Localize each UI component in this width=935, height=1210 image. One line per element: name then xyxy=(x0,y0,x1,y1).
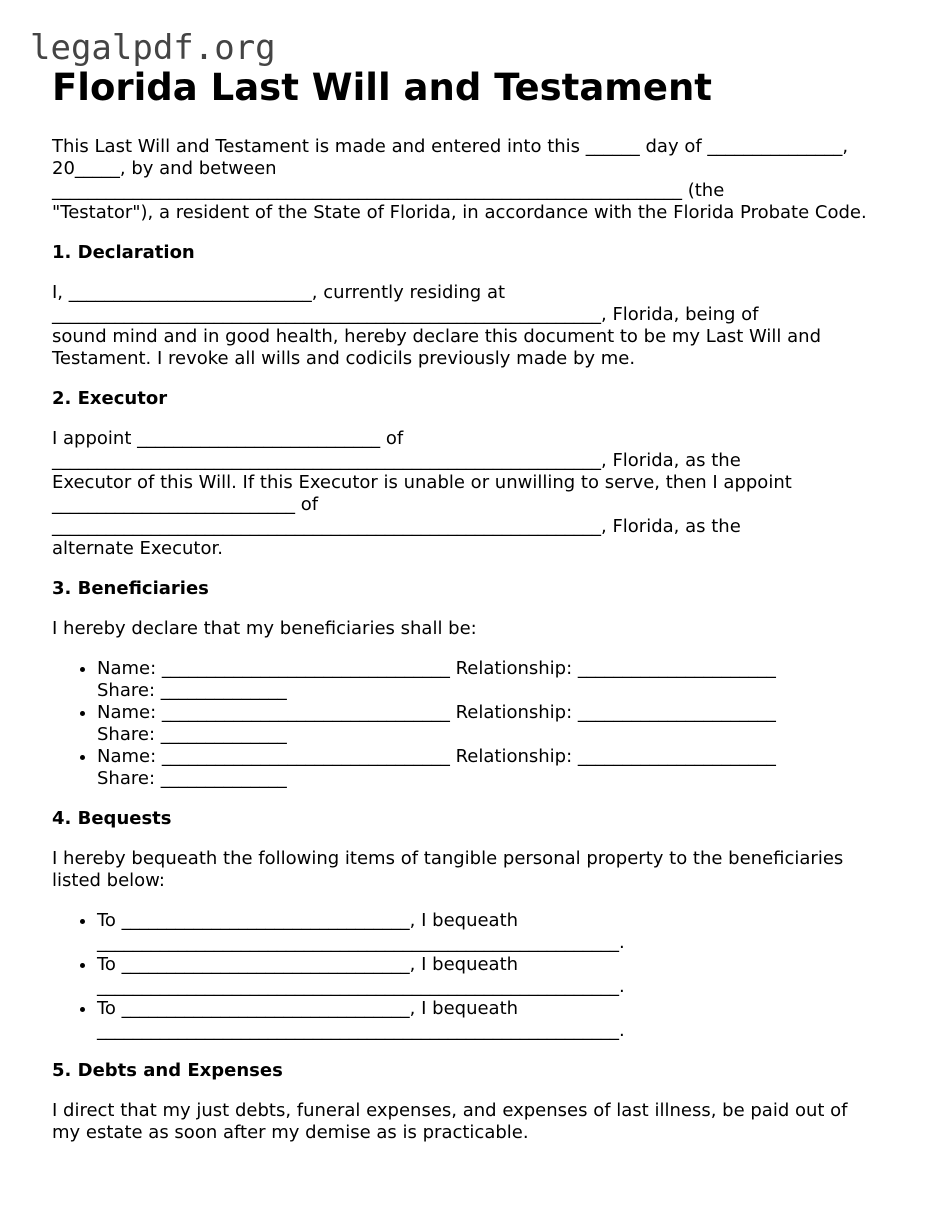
beneficiary-share: Share: ______________ xyxy=(97,680,287,701)
declaration-line: _____________________________________________________________, Florida, being of xyxy=(52,304,759,325)
beneficiary-item xyxy=(97,658,892,702)
beneficiaries-list xyxy=(52,658,892,790)
executor-line: Executor of this Will. If this Executor is unable or unwilling to serve, then I appoint xyxy=(52,472,792,493)
beneficiary-name-relationship: Name: ________________________________ Relationship: ______________________ xyxy=(97,746,776,767)
declaration-line: Testament. I revoke all wills and codicils previously made by me. xyxy=(52,348,636,369)
document-title: Florida Last Will and Testament xyxy=(52,66,712,109)
document-body xyxy=(52,64,892,1144)
beneficiaries-lead: I hereby declare that my beneficiaries shall be: xyxy=(52,618,477,639)
bequest-recipient: To ________________________________, I bequeath xyxy=(97,954,519,975)
executor-line: _____________________________________________________________, Florida, as the xyxy=(52,516,741,537)
bequest-item-description: __________________________________________________________. xyxy=(97,976,625,997)
debts-line: I direct that my just debts, funeral expenses, and expenses of last illness, be paid out of xyxy=(52,1100,848,1121)
declaration-line: sound mind and in good health, hereby declare this document to be my Last Will and xyxy=(52,326,822,347)
beneficiary-share: Share: ______________ xyxy=(97,724,287,745)
bequests-lead-line: I hereby bequeath the following items of tangible personal property to the beneficiaries xyxy=(52,848,844,869)
bequests-lead xyxy=(52,848,892,892)
intro-line: 20_____, by and between xyxy=(52,158,277,179)
bequest-item-description: __________________________________________________________. xyxy=(97,1020,625,1041)
declaration-line: I, ___________________________, currently residing at xyxy=(52,282,506,303)
section-heading-debts: 5. Debts and Expenses xyxy=(52,1060,283,1081)
executor-paragraph xyxy=(52,428,892,560)
bequest-item xyxy=(97,954,892,998)
intro-line: ______________________________________________________________________ (the xyxy=(52,180,725,201)
watermark: legalpdf.org xyxy=(30,28,276,68)
section-heading-bequests: 4. Bequests xyxy=(52,808,172,829)
beneficiary-item xyxy=(97,702,892,746)
debts-paragraph xyxy=(52,1100,892,1144)
section-heading-executor: 2. Executor xyxy=(52,388,168,409)
bequest-recipient: To ________________________________, I bequeath xyxy=(97,910,519,931)
executor-line: _____________________________________________________________, Florida, as the xyxy=(52,450,741,471)
declaration-paragraph xyxy=(52,282,892,370)
debts-line: my estate as soon after my demise as is practicable. xyxy=(52,1122,529,1143)
beneficiary-name-relationship: Name: ________________________________ Relationship: ______________________ xyxy=(97,702,776,723)
section-heading-declaration: 1. Declaration xyxy=(52,242,195,263)
executor-line: I appoint ___________________________ of xyxy=(52,428,404,449)
bequest-recipient: To ________________________________, I bequeath xyxy=(97,998,519,1019)
bequests-lead-line: listed below: xyxy=(52,870,165,891)
intro-line: "Testator"), a resident of the State of Florida, in accordance with the Florida Probate Code. xyxy=(52,202,867,223)
intro-paragraph xyxy=(52,136,892,224)
bequest-item-description: __________________________________________________________. xyxy=(97,932,625,953)
beneficiary-name-relationship: Name: ________________________________ Relationship: ______________________ xyxy=(97,658,776,679)
bequest-item xyxy=(97,910,892,954)
beneficiary-item xyxy=(97,746,892,790)
intro-line: This Last Will and Testament is made and entered into this ______ day of _______________, xyxy=(52,136,849,157)
executor-line: ___________________________ of xyxy=(52,494,319,515)
executor-line: alternate Executor. xyxy=(52,538,223,559)
bequest-item xyxy=(97,998,892,1042)
bequests-list xyxy=(52,910,892,1042)
beneficiary-share: Share: ______________ xyxy=(97,768,287,789)
section-heading-beneficiaries: 3. Beneficiaries xyxy=(52,578,209,599)
